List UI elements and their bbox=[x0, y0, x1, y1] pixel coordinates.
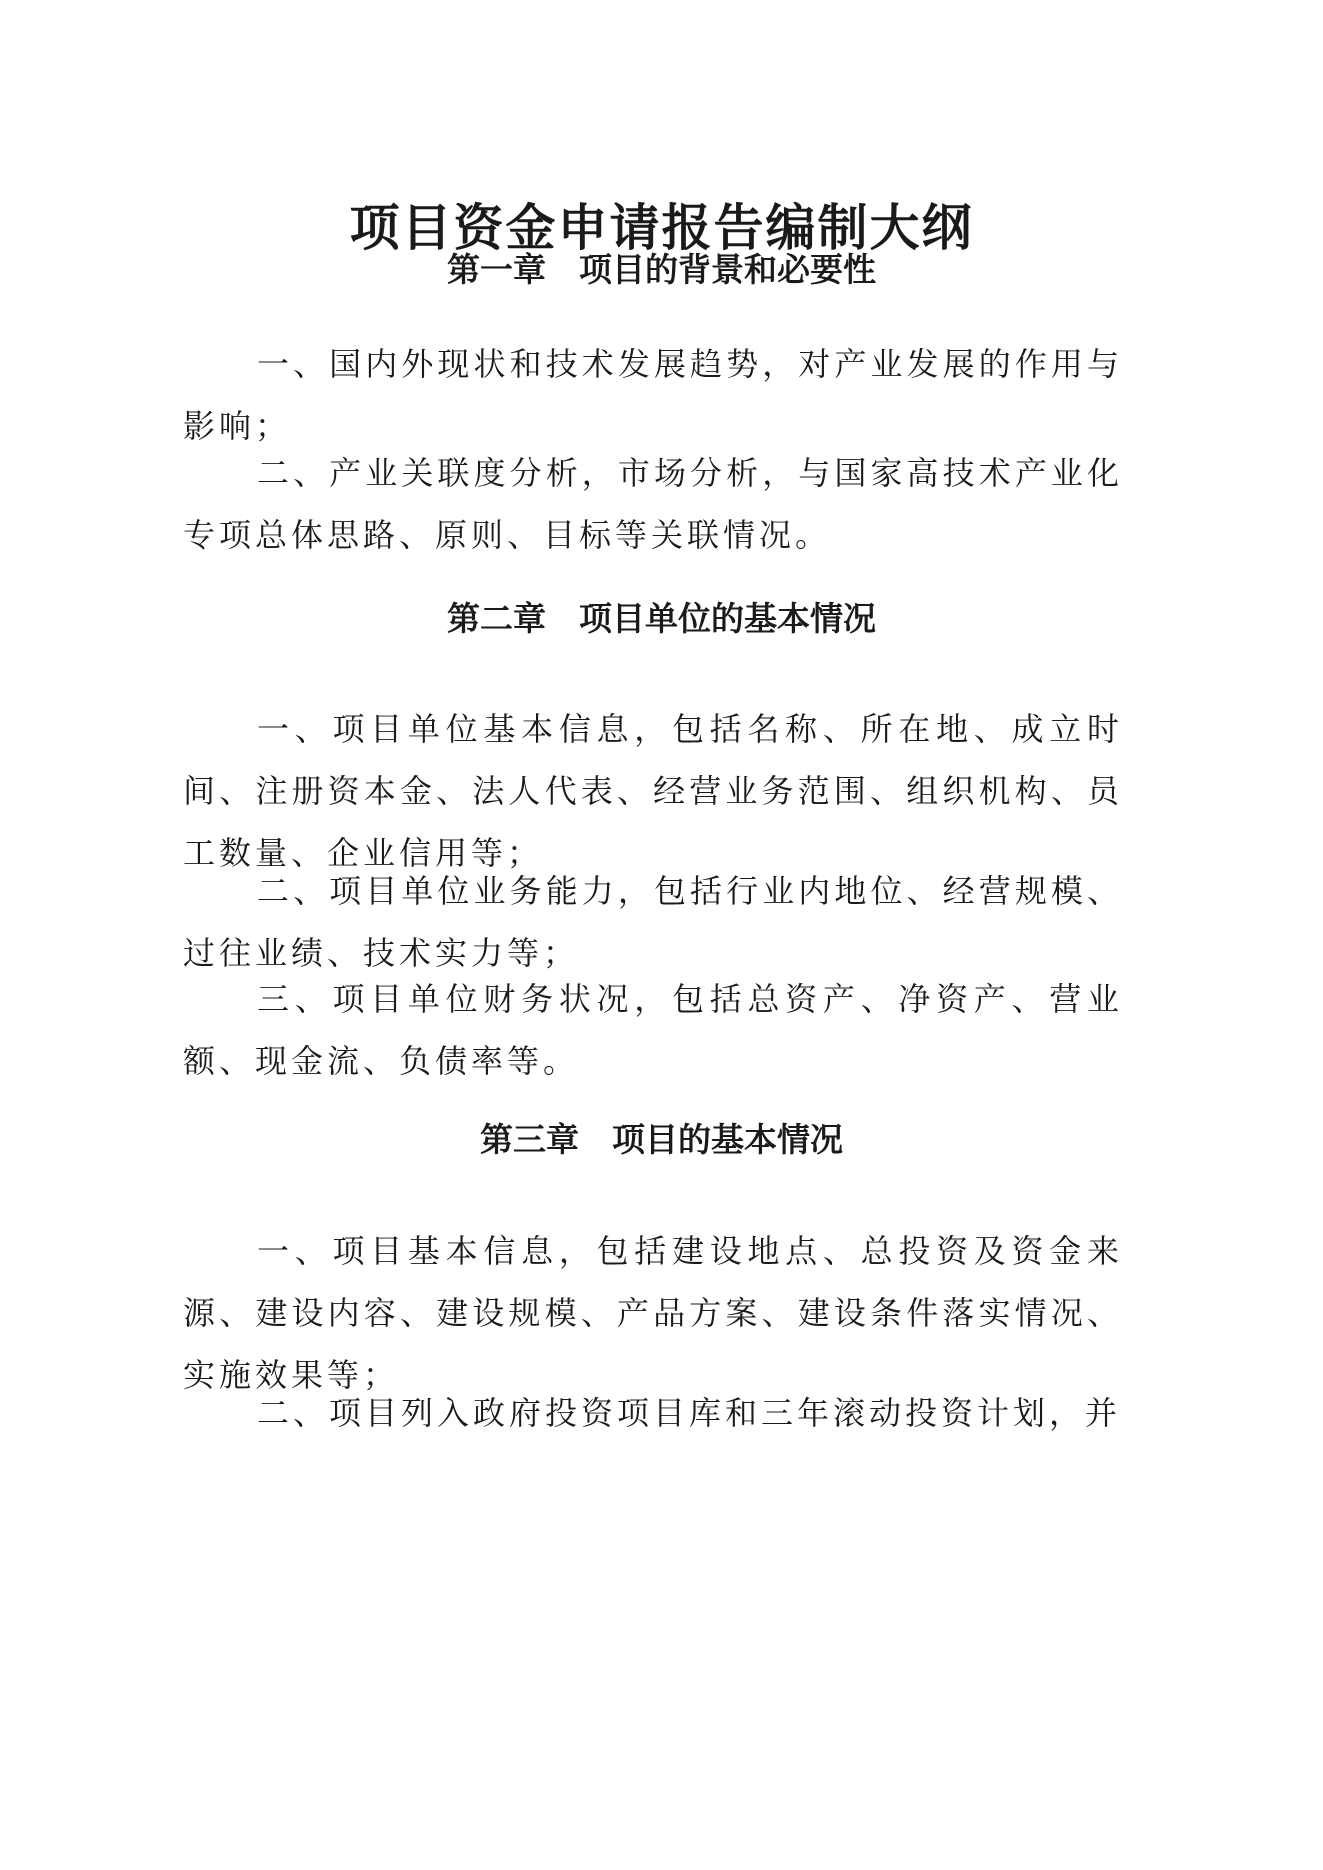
chapter-2-item-1: 一、项目单位基本信息，包括名称、所在地、成立时间、注册资本金、法人代表、经营业务范围、组织机构、员工数量、企业信用等； bbox=[183, 710, 1123, 872]
chapter-2-item-3: 三、项目单位财务状况，包括总资产、净资产、营业额、现金流、负债率等。 bbox=[183, 980, 1123, 1080]
chapter-1-item-1: 一、国内外现状和技术发展趋势，对产业发展的作用与影响； bbox=[183, 345, 1123, 445]
chapter-1-item-2: 二、产业关联度分析，市场分析，与国家高技术产业化专项总体思路、原则、目标等关联情况。 bbox=[183, 454, 1123, 554]
chapter-3-item-2: 二、项目列入政府投资项目库和三年滚动投资计划，并 bbox=[257, 1394, 1122, 1432]
chapter-3-item-1: 一、项目基本信息，包括建设地点、总投资及资金来源、建设内容、建设规模、产品方案、建设条件落实情况、实施效果等； bbox=[183, 1232, 1123, 1394]
chapter-2-heading: 第二章 项目单位的基本情况 bbox=[447, 599, 876, 638]
document-title: 项目资金申请报告编制大纲 bbox=[349, 199, 974, 257]
chapter-2-item-2: 二、项目单位业务能力，包括行业内地位、经营规模、过往业绩、技术实力等； bbox=[183, 872, 1123, 972]
chapter-1-heading: 第一章 项目的背景和必要性 bbox=[447, 250, 876, 289]
chapter-3-heading: 第三章 项目的基本情况 bbox=[480, 1120, 843, 1159]
